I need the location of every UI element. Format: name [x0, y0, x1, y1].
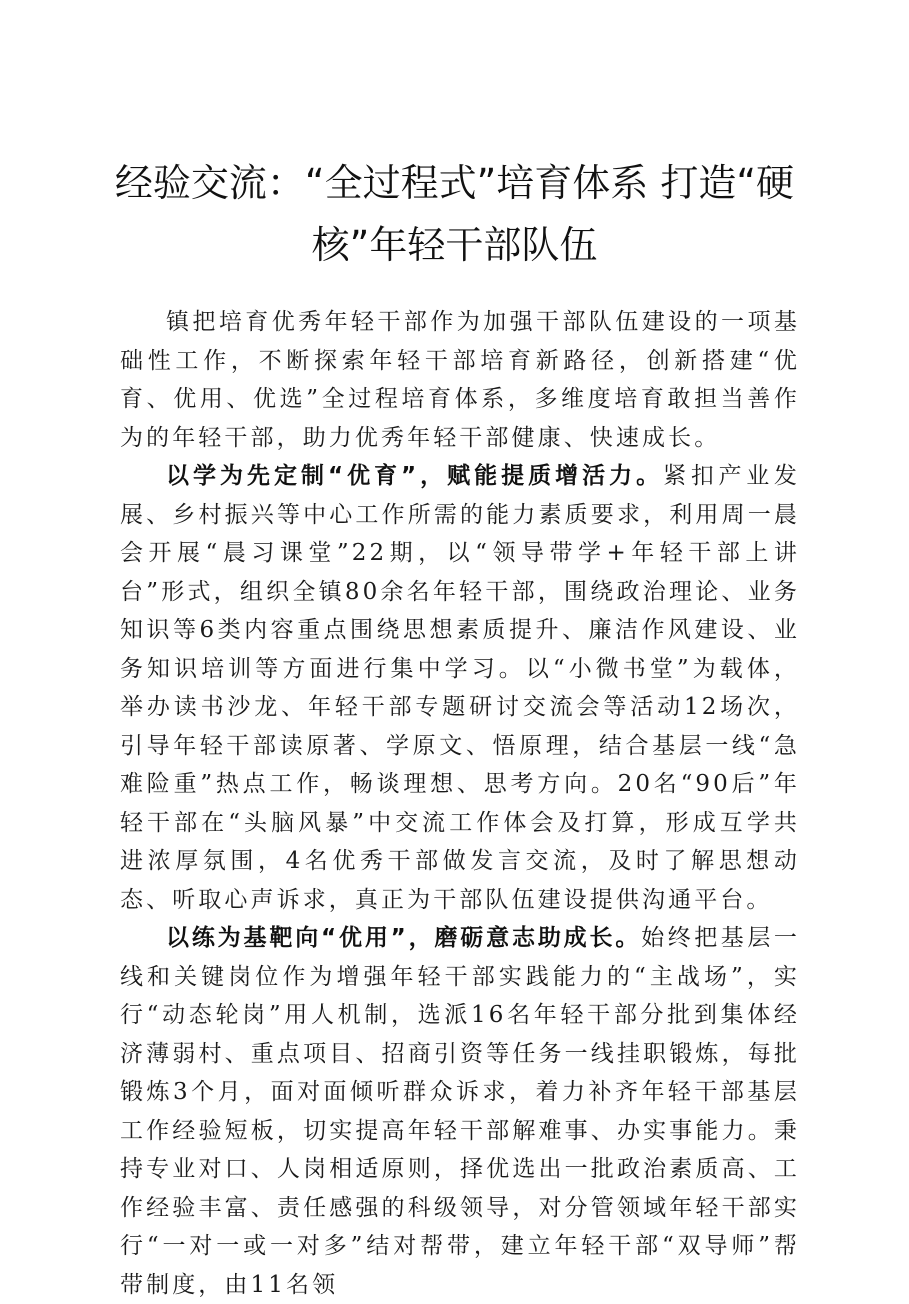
paragraph-lead: 以练为基靶向“优用”，磨砺意志助成长。: [166, 925, 642, 951]
document-body: [120, 303, 800, 1304]
paragraph-text: 始终把基层一线和关键岗位作为增强年轻干部实践能力的“主战场”，实行“动态轮岗”用人机制，选派16名年轻干部分批到集体经济薄弱村、重点项目、招商引资等任务一线挂职锻炼，每批锻炼3个月，面对面倾听群众诉求，着力补齐年轻干部基层工作经验短板，切实提高年轻干部解难事、办实事能力。秉持专业对口、人岗相适原则，择优选出一批政治素质高、工作经验丰富、责任感强的科级领导，对分管领域年轻干部实行“一对一或一对多”结对帮带，建立年轻干部“双导师”帮带制度，由11名领: [120, 925, 800, 1298]
paragraph-text: 紧扣产业发展、乡村振兴等中心工作所需的能力素质要求，利用周一晨会开展“晨习课堂”22期，以“领导带学+年轻干部上讲台”形式，组织全镇80余名年轻干部，围绕政治理论、业务知识等6类内容重点围绕思想素质提升、廉洁作风建设、业务知识培训等方面进行集中学习。以“小微书堂”为载体，举办读书沙龙、年轻干部专题研讨交流会等活动12场次，引导年轻干部读原著、学原文、悟原理，结合基层一线“急难险重”热点工作，畅谈理想、思考方向。20名“90后”年轻干部在“头脑风暴”中交流工作体会及打算，形成互学共进浓厚氛围，4名优秀干部做发言交流，及时了解思想动态、听取心声诉求，真正为干部队伍建设提供沟通平台。: [120, 463, 800, 913]
document-title: 经验交流：“全过程式”培育体系 打造“硬核”年轻干部队伍: [114, 161, 795, 267]
paragraph-intro: [120, 303, 800, 457]
paragraph-text: 镇把培育优秀年轻干部作为加强干部队伍建设的一项基础性工作，不断探索年轻干部培育新路径，创新搭建“优育、优用、优选”全过程培育体系，多维度培育敢担当善作为的年轻干部，助力优秀年轻干部健康、快速成长。: [120, 309, 800, 451]
paragraph-lead: 以学为先定制“优育”，赋能提质增活力。: [166, 463, 664, 489]
paragraph-youyu: [120, 457, 800, 919]
paragraph-youyong: [120, 919, 800, 1304]
